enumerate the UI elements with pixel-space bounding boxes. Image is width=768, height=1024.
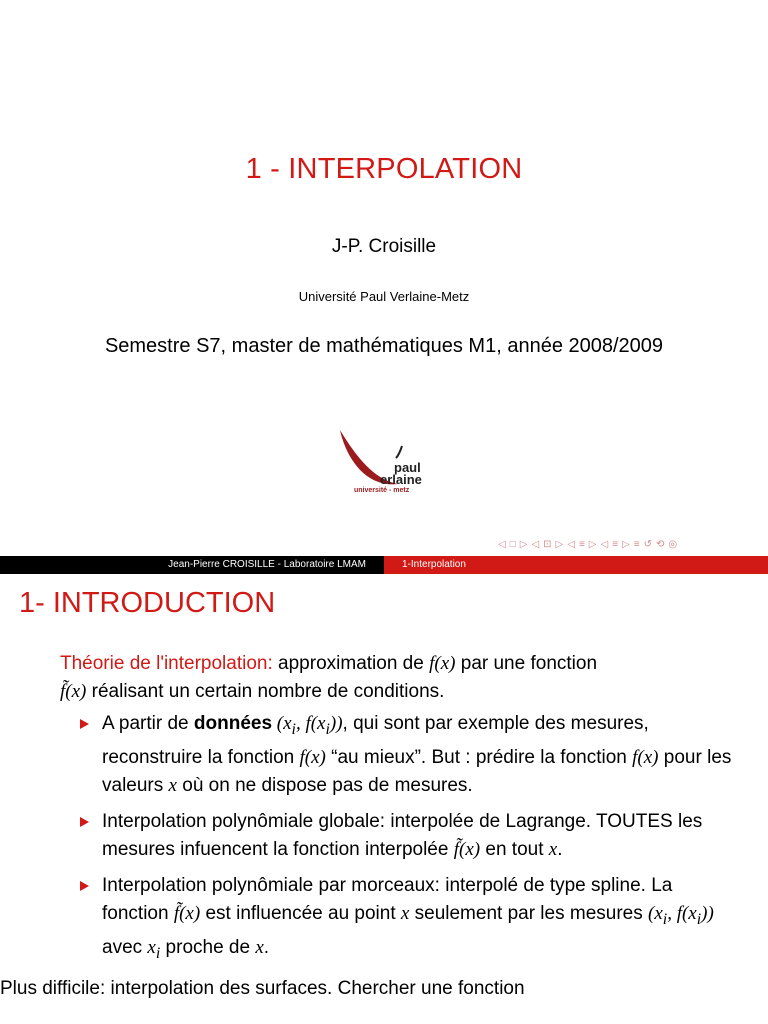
math: x	[168, 774, 177, 796]
footer-short-title: 1-Interpolation	[384, 556, 768, 574]
institution: Université Paul Verlaine-Metz	[298, 289, 470, 304]
text: où on ne dispose pas de mesures.	[176, 774, 473, 796]
text: pour les valeurs	[102, 746, 732, 796]
bold-text: données	[193, 713, 273, 734]
text: , qui sont par exemple des mesures, reconstruire la fonction	[102, 713, 649, 768]
math-part: (x	[648, 902, 663, 924]
bullet-list	[60, 710, 740, 967]
math: f(x)	[429, 653, 456, 674]
text: réalisant un certain nombre de conditions.	[86, 681, 445, 702]
nav-prev-icon[interactable]: ◁	[531, 538, 540, 550]
math: x	[255, 936, 264, 958]
text: .	[263, 936, 270, 958]
nav-back-icon[interactable]: ↺	[643, 538, 652, 550]
text: par une fonction	[455, 653, 598, 674]
math-sub: i	[662, 910, 668, 928]
math-part: ))	[701, 902, 714, 924]
text: Interpolation polynômiale globale: interpolée de Lagrange. TOUTES les mesures infuencent la fonction interpolée	[102, 810, 703, 860]
intro-label: Théorie de l'interpolation:	[60, 653, 273, 674]
university-logo	[336, 428, 434, 496]
math-sub: i	[291, 720, 296, 738]
nav-search-icon[interactable]: ◎	[668, 538, 678, 550]
nav-next-icon[interactable]: ▷	[588, 538, 597, 550]
list-item	[60, 808, 740, 864]
nav-section-icon[interactable]: ≡	[578, 538, 585, 550]
author: J-P. Croisille	[331, 236, 437, 257]
course-date: Semestre S7, master de mathématiques M1, année 2008/2009	[104, 335, 664, 357]
nav-next-icon[interactable]: ▷	[555, 538, 564, 550]
math-part: , f(x	[295, 713, 326, 734]
slide-title: 1 - INTERPOLATION	[245, 153, 523, 185]
math-part: x	[147, 936, 156, 958]
text: A partir de	[102, 713, 194, 734]
introduction-slide	[0, 574, 768, 1024]
math-part: (x	[272, 713, 292, 734]
text: en tout	[480, 838, 549, 860]
bullet-triangle-icon	[80, 881, 89, 891]
text: Interpolation polynômiale par morceaux: interpolé de type spline. La fonction	[102, 874, 673, 924]
math-part: , f(x	[667, 902, 697, 924]
math: x	[548, 838, 558, 860]
list-item	[60, 710, 740, 800]
math: f(x)	[299, 746, 326, 768]
intro-paragraph	[60, 650, 740, 706]
nav-section-icon[interactable]: ≡	[612, 538, 619, 550]
nav-next-icon[interactable]: ▷	[622, 538, 630, 550]
nav-prev-icon[interactable]: ◁	[600, 538, 609, 550]
slide-content	[0, 650, 740, 1003]
footer-author: Jean-Pierre CROISILLE - Laboratoire LMAM	[0, 556, 384, 574]
math-sub: i	[696, 910, 702, 928]
math: f̃(x)	[173, 902, 201, 924]
bullet-triangle-icon	[80, 719, 89, 729]
math: f̃(x)	[453, 838, 481, 860]
math: x	[400, 902, 410, 924]
nav-next-icon[interactable]: ▷	[519, 538, 528, 550]
text: seulement par les mesures	[409, 902, 649, 924]
math: f̃(x)	[60, 681, 87, 702]
svg-text:université - metz: université - metz	[354, 487, 410, 494]
text: est influencée au point	[200, 902, 401, 924]
list-item	[60, 872, 740, 968]
bullet-triangle-icon	[80, 817, 89, 827]
beamer-navigation[interactable]	[496, 536, 679, 552]
text: .	[557, 838, 563, 860]
text: approximation de	[272, 653, 430, 674]
math-sub: i	[325, 720, 330, 738]
nav-toc-icon[interactable]: ≡	[633, 538, 640, 550]
text: proche de	[160, 936, 256, 958]
nav-prev-icon[interactable]: ◁	[498, 538, 506, 550]
math	[648, 902, 714, 928]
nav-undo-icon[interactable]: ⟲	[655, 538, 665, 550]
math-sub: i	[155, 944, 161, 962]
trailing-text: Plus difficile: interpolation des surfaces. Chercher une fonction	[0, 978, 525, 1000]
text: avec	[102, 936, 148, 958]
math-part: ))	[329, 713, 343, 734]
math: f(x)	[632, 746, 659, 768]
svg-text:erlaine: erlaine	[380, 472, 422, 487]
slide-footer	[0, 556, 768, 574]
nav-prev-icon[interactable]: ◁	[567, 538, 575, 550]
svg-text:paul: paul	[394, 460, 421, 475]
nav-subsection-icon[interactable]: ⊡	[543, 538, 552, 550]
math	[147, 936, 161, 962]
nav-frame-icon[interactable]: □	[509, 538, 516, 550]
slide-title: 1- INTRODUCTION	[19, 587, 276, 619]
math	[272, 713, 343, 738]
text: “au mieux”. But : prédire la fonction	[325, 746, 633, 768]
